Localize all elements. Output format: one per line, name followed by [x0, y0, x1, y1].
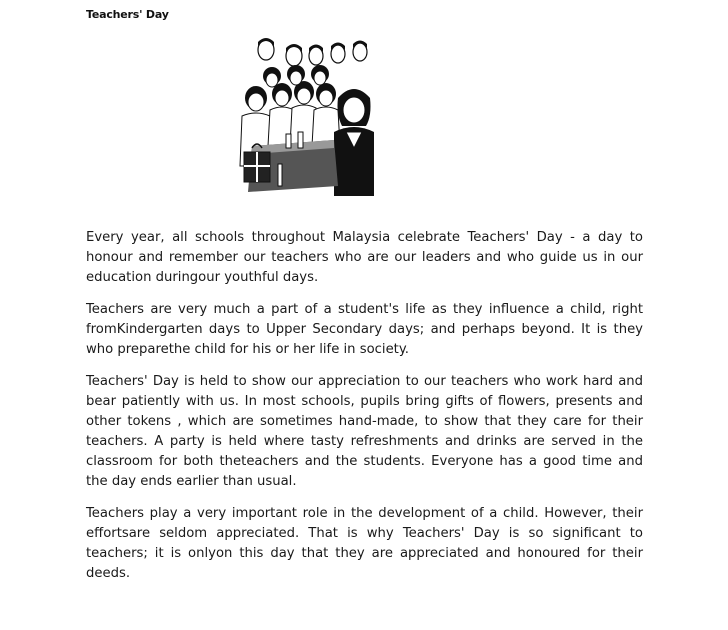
paragraph-1: Every year, all schools throughout Malaysia celebrate Teachers' Day - a day to honour and remember our teachers who are our leaders and who guide us in our education duringour youthful days.: [86, 230, 643, 285]
page-title: Teachers' Day: [86, 8, 169, 21]
illustration-image: [238, 36, 374, 196]
paragraph-2: Teachers are very much a part of a student's life as they influence a child, right fromKindergarten days to Upper Secondary days; and perhaps beyond. It is they who preparethe child for his or her life in society.: [86, 302, 643, 357]
article-body: [86, 228, 643, 596]
paragraph-4: Teachers play a very important role in the development of a child. However, their effortsare seldom appreciated. That is why Teachers' Day is so significant to teachers; it is onlyon this day that they are appreciated and honoured for their deeds.: [86, 506, 643, 581]
paragraph-3: Teachers' Day is held to show our appreciation to our teachers who work hard and bear patiently with us. In most schools, pupils bring gifts of flowers, presents and other tokens , which are sometimes hand-made, to show that they care for their teachers. A party is held where tasty refreshments and drinks are served in the classroom for both theteachers and the students. Everyone has a good time and the day ends earlier than usual.: [86, 374, 643, 489]
teachers-day-illustration: [238, 36, 374, 196]
